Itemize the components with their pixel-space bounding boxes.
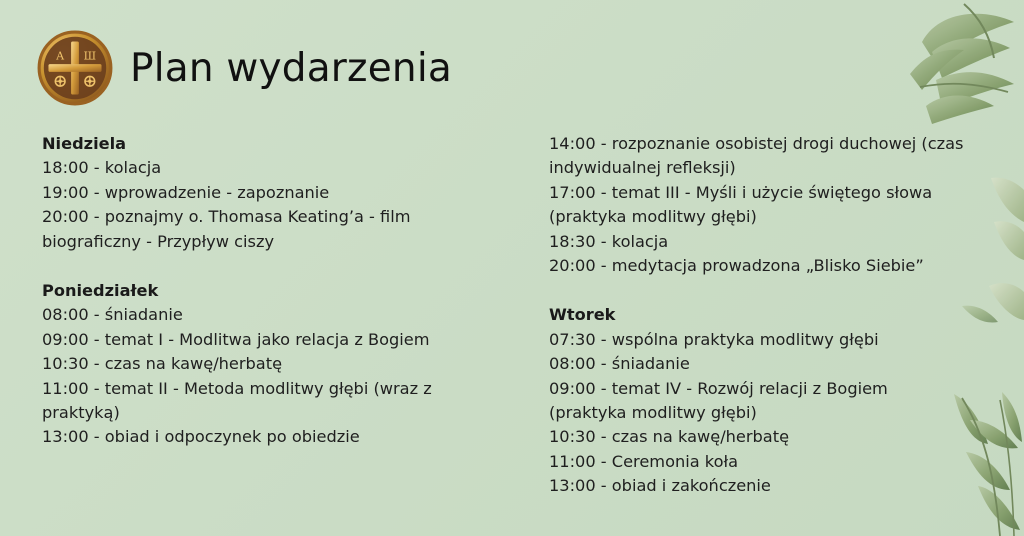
day-block-monday-continued bbox=[549, 132, 969, 278]
schedule-item: 17:00 - temat III - Myśli i użycie świętego słowa (praktyka modlitwy głębi) bbox=[549, 182, 933, 227]
schedule-item: 14:00 - rozpoznanie osobistej drogi duchowej (czas indywidualnej refleksji) bbox=[549, 134, 964, 178]
schedule-item: 11:00 - temat II - Metoda modlitwy głębi (wraz z praktyką) bbox=[42, 378, 432, 423]
logo-letter-a: А bbox=[56, 49, 65, 63]
day-heading: Poniedziałek bbox=[42, 281, 159, 301]
cross-medallion-icon bbox=[36, 29, 114, 107]
day-block-sunday bbox=[42, 132, 472, 254]
schedule-item: 09:00 - temat I - Modlitwa jako relacja z Bogiem bbox=[42, 329, 430, 349]
schedule-item: 10:30 - czas na kawę/herbatę bbox=[42, 354, 283, 374]
schedule-item: 08:00 - śniadanie bbox=[549, 354, 690, 374]
schedule-item: 07:30 - wspólna praktyka modlitwy głębi bbox=[549, 329, 879, 349]
schedule-item: 10:30 - czas na kawę/herbatę bbox=[549, 427, 790, 447]
day-block-monday bbox=[42, 279, 472, 450]
schedule-item: 20:00 - medytacja prowadzona „Blisko Siebie” bbox=[549, 256, 924, 276]
day-heading: Niedziela bbox=[42, 134, 127, 153]
schedule-right-column bbox=[549, 132, 969, 499]
schedule-item: 19:00 - wprowadzenie - zapoznanie bbox=[42, 182, 330, 202]
schedule-item: 13:00 - obiad i odpoczynek po obiedzie bbox=[42, 427, 360, 447]
page-title: Plan wydarzenia bbox=[130, 45, 452, 91]
schedule-left-column bbox=[42, 132, 472, 450]
day-heading: Wtorek bbox=[549, 305, 616, 325]
schedule-item: 18:30 - kolacja bbox=[549, 231, 669, 251]
schedule-item: 11:00 - Ceremonia koła bbox=[549, 451, 739, 471]
schedule-item: 20:00 - poznajmy o. Thomasa Keating’a - film biograficzny - Przypływ ciszy bbox=[42, 207, 411, 251]
header bbox=[36, 29, 452, 107]
day-block-tuesday bbox=[549, 303, 969, 498]
schedule-item: 13:00 - obiad i zakończenie bbox=[549, 476, 771, 496]
schedule-item: 08:00 - śniadanie bbox=[42, 305, 183, 325]
schedule-item: 09:00 - temat IV - Rozwój relacji z Bogiem (praktyka modlitwy głębi) bbox=[549, 378, 888, 423]
schedule-item: 18:00 - kolacja bbox=[42, 158, 162, 178]
logo-letter-sha: Ш bbox=[83, 49, 97, 63]
